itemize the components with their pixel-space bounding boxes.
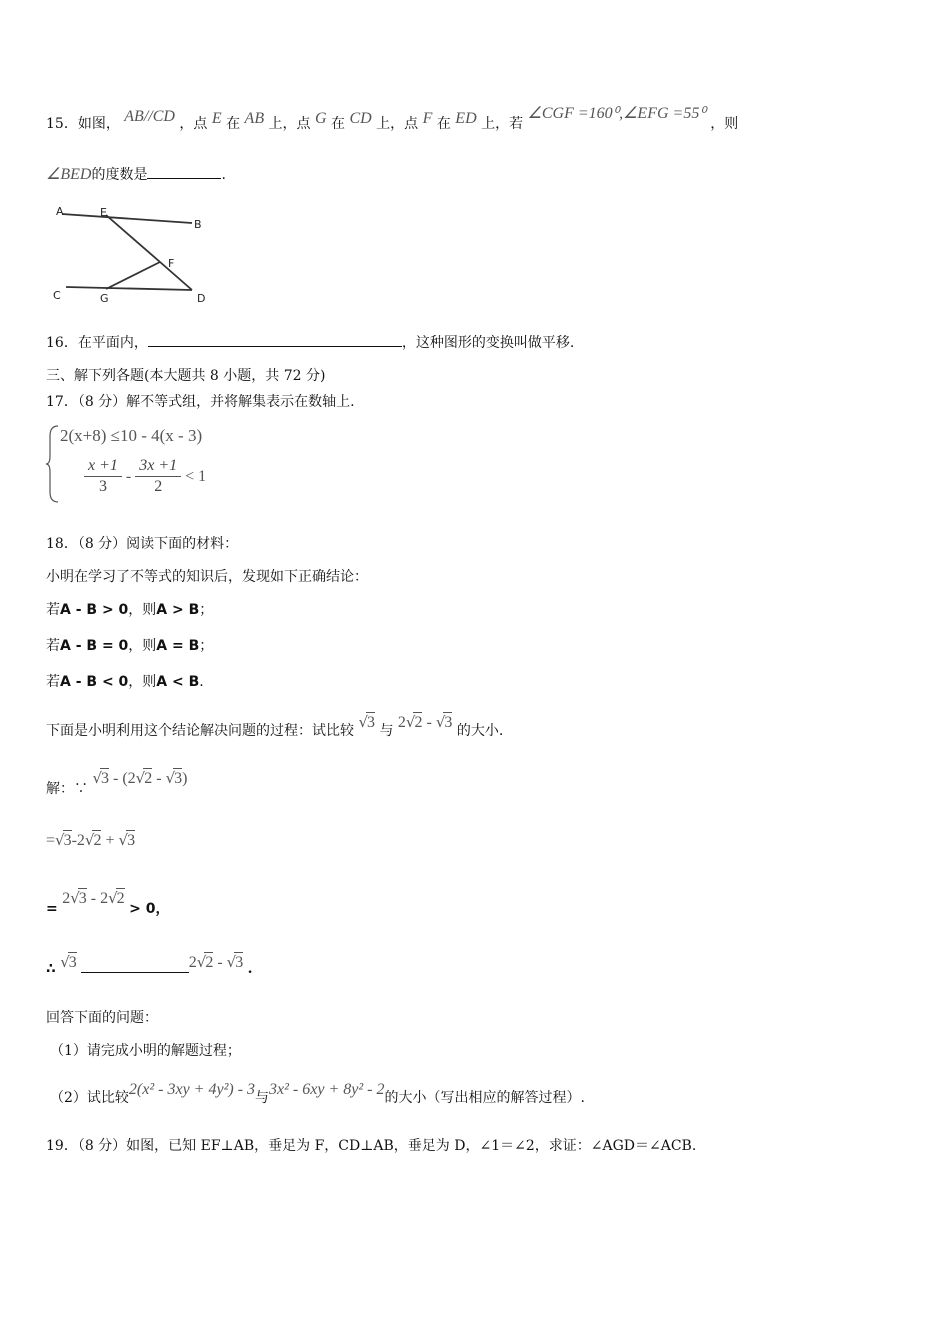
q15-point-e: E — [211, 110, 222, 127]
rule-text: ，则 — [128, 602, 157, 618]
q15-text: . — [221, 167, 226, 183]
sub-q-text: 的大小（写出相应的解答过程）. — [384, 1090, 585, 1106]
q15-ed: ED — [455, 110, 477, 127]
rule-2 — [46, 636, 213, 656]
fraction-denominator: 2 — [154, 478, 163, 495]
q16-number: 16．在平面内， — [46, 335, 148, 351]
rule-text: ； — [199, 638, 214, 654]
q15-text: ，则 — [710, 116, 739, 132]
q15-line1 — [46, 105, 739, 134]
line-cd — [66, 287, 192, 290]
coef: 2 — [188, 954, 197, 971]
rule-1 — [46, 600, 213, 620]
coef: 2 — [62, 890, 71, 907]
line-fd — [160, 262, 192, 290]
q15-cd: CD — [349, 110, 372, 127]
system-brace — [46, 424, 60, 504]
q15-angle-bed: ∠BED — [46, 166, 92, 183]
rule-text: ，则 — [128, 674, 157, 690]
q15-point-f: F — [422, 110, 433, 127]
expression-2: 3x² - 6xy + 8y² - 2 — [269, 1081, 385, 1098]
fraction-denominator: 3 — [98, 478, 107, 495]
q15-text: 在 — [226, 116, 241, 132]
equals-sign: = — [46, 901, 58, 917]
rule-text: 若 — [46, 602, 60, 618]
radicand: 2 — [414, 714, 423, 731]
expr-part: - — [152, 770, 166, 787]
q15-text: 在 — [436, 116, 451, 132]
radicand: 3 — [68, 954, 77, 971]
expr-2sqrt2-minus-sqrt3: 2√2 - √3 — [188, 953, 244, 971]
answer-blank[interactable] — [81, 958, 189, 973]
rule-conclusion: A > B — [156, 602, 200, 618]
q15-text: 在 — [331, 116, 346, 132]
q15-figure — [46, 198, 216, 310]
sqrt-three: √3 — [358, 713, 376, 731]
expr-part: + — [101, 832, 119, 849]
radicand: 2 — [116, 890, 125, 907]
step-3-expr: 2√3 - 2√2 — [62, 889, 125, 907]
rule-conclusion: A < B — [156, 674, 200, 690]
greater-than-zero: > 0， — [129, 901, 170, 917]
less-than-one: < 1 — [185, 468, 207, 485]
solution-step-2: =√3-2√2 + √3 — [46, 831, 136, 849]
minus-sign: - — [125, 468, 132, 485]
q15-number: 15．如图， — [46, 116, 120, 132]
expr-part: - 2 — [86, 890, 109, 907]
label-b: B — [194, 218, 202, 231]
rule-condition: A - B > 0 — [60, 602, 129, 618]
sub-question-2 — [50, 1081, 585, 1108]
answer-blank[interactable] — [147, 164, 221, 179]
q15-point-g: G — [315, 110, 327, 127]
radicand: 3 — [63, 832, 72, 849]
expr-part: - (2 — [109, 770, 136, 787]
solution-label: 解：∵ — [46, 781, 88, 797]
period: . — [247, 961, 253, 977]
equals-sign: = — [46, 832, 56, 849]
radicand: 3 — [127, 832, 136, 849]
sqrt-three: √3 — [60, 953, 77, 971]
radicand: 3 — [101, 770, 110, 787]
radicand: 2 — [144, 770, 153, 787]
sub-q-text: 与 — [255, 1090, 270, 1106]
process-text: 下面是小明利用这个结论解决问题的过程：试比较 — [46, 723, 354, 739]
q15-text: 上，点 — [376, 116, 419, 132]
q17-inequality-2 — [80, 456, 206, 497]
radicand: 3 — [235, 954, 244, 971]
minus-sign: - — [422, 714, 436, 731]
answer-blank[interactable] — [148, 332, 402, 347]
rule-3 — [46, 672, 204, 692]
rule-condition: A - B < 0 — [60, 674, 129, 690]
rule-text: 若 — [46, 638, 60, 654]
q17-inequality-1: 2(x+8) ≤10 - 4(x - 3) — [60, 426, 203, 445]
expr-2sqrt2-minus-sqrt3: 2√2 - √3 — [397, 713, 453, 731]
q18-intro: 小明在学习了不等式的知识后，发现如下正确结论： — [46, 569, 368, 585]
rule-conclusion: A = B — [156, 638, 200, 654]
line-fg — [106, 262, 160, 289]
expr-part: ) — [182, 770, 188, 787]
rule-text: . — [199, 674, 204, 690]
q15-text: 上，若 — [481, 116, 524, 132]
solution-step-3 — [46, 889, 170, 919]
label-d: D — [197, 292, 206, 305]
q15-text: 的度数是 — [91, 167, 148, 183]
line-ef — [106, 215, 160, 262]
fraction-numerator: x +1 — [84, 456, 122, 477]
process-text: 的大小. — [456, 723, 504, 739]
coef: 2 — [397, 714, 406, 731]
radicand: 3 — [78, 890, 87, 907]
solution-step-4 — [46, 953, 253, 979]
sub-question-1: （1）请完成小明的解题过程； — [50, 1043, 241, 1059]
q18-title: 18．（8 分）阅读下面的材料： — [46, 536, 239, 552]
q16-tail: ，这种图形的变换叫做平移. — [401, 335, 575, 351]
rule-condition: A - B = 0 — [60, 638, 129, 654]
label-g: G — [100, 292, 109, 305]
radicand: 3 — [174, 770, 183, 787]
label-c: C — [53, 289, 61, 302]
fraction-2 — [135, 456, 181, 497]
sub-q-text: （2）试比较 — [50, 1090, 129, 1106]
q16-line — [46, 332, 574, 353]
line-ab — [62, 214, 192, 223]
expr-part: -2 — [71, 832, 85, 849]
radicand: 2 — [205, 954, 214, 971]
label-f: F — [168, 257, 175, 270]
rule-text: ，则 — [128, 638, 157, 654]
fraction-1 — [84, 456, 122, 497]
radicand: 2 — [93, 832, 102, 849]
section-heading: 三、解下列各题(本大题共 8 小题，共 72 分) — [46, 368, 326, 384]
label-a: A — [56, 205, 64, 218]
fraction-numerator: 3x +1 — [135, 456, 181, 477]
step-1-expr: √3 - (2√2 - √3) — [92, 769, 188, 787]
expression-1: 2(x² - 3xy + 4y²) - 3 — [128, 1081, 256, 1098]
minus-sign: - — [213, 954, 227, 971]
solution-step-1 — [46, 769, 188, 799]
rule-text: 若 — [46, 674, 60, 690]
q15-angle-values: ∠CGF =160⁰,∠EFG =55⁰ — [527, 105, 706, 122]
rule-text: ； — [199, 602, 214, 618]
process-text: 与 — [379, 723, 394, 739]
q17-title: 17．（8 分）解不等式组，并将解集表示在数轴上. — [46, 394, 355, 410]
q15-ab-parallel-cd: AB//CD — [124, 108, 175, 125]
answer-prompt: 回答下面的问题： — [46, 1010, 158, 1026]
q15-line2 — [46, 164, 226, 185]
q15-ab: AB — [244, 110, 265, 127]
radicand: 3 — [367, 714, 376, 731]
therefore-sign: ∴ — [46, 961, 56, 977]
q18-process — [46, 713, 504, 741]
radicand: 3 — [444, 714, 453, 731]
q15-text: 上，点 — [268, 116, 311, 132]
q15-text: ，点 — [179, 116, 208, 132]
label-e: E — [100, 206, 107, 219]
q19-line: 19．（8 分）如图，已知 EF⊥AB，垂足为 F，CD⊥AB，垂足为 D，∠1＝∠2，求证：∠AGD＝∠ACB. — [46, 1138, 697, 1154]
